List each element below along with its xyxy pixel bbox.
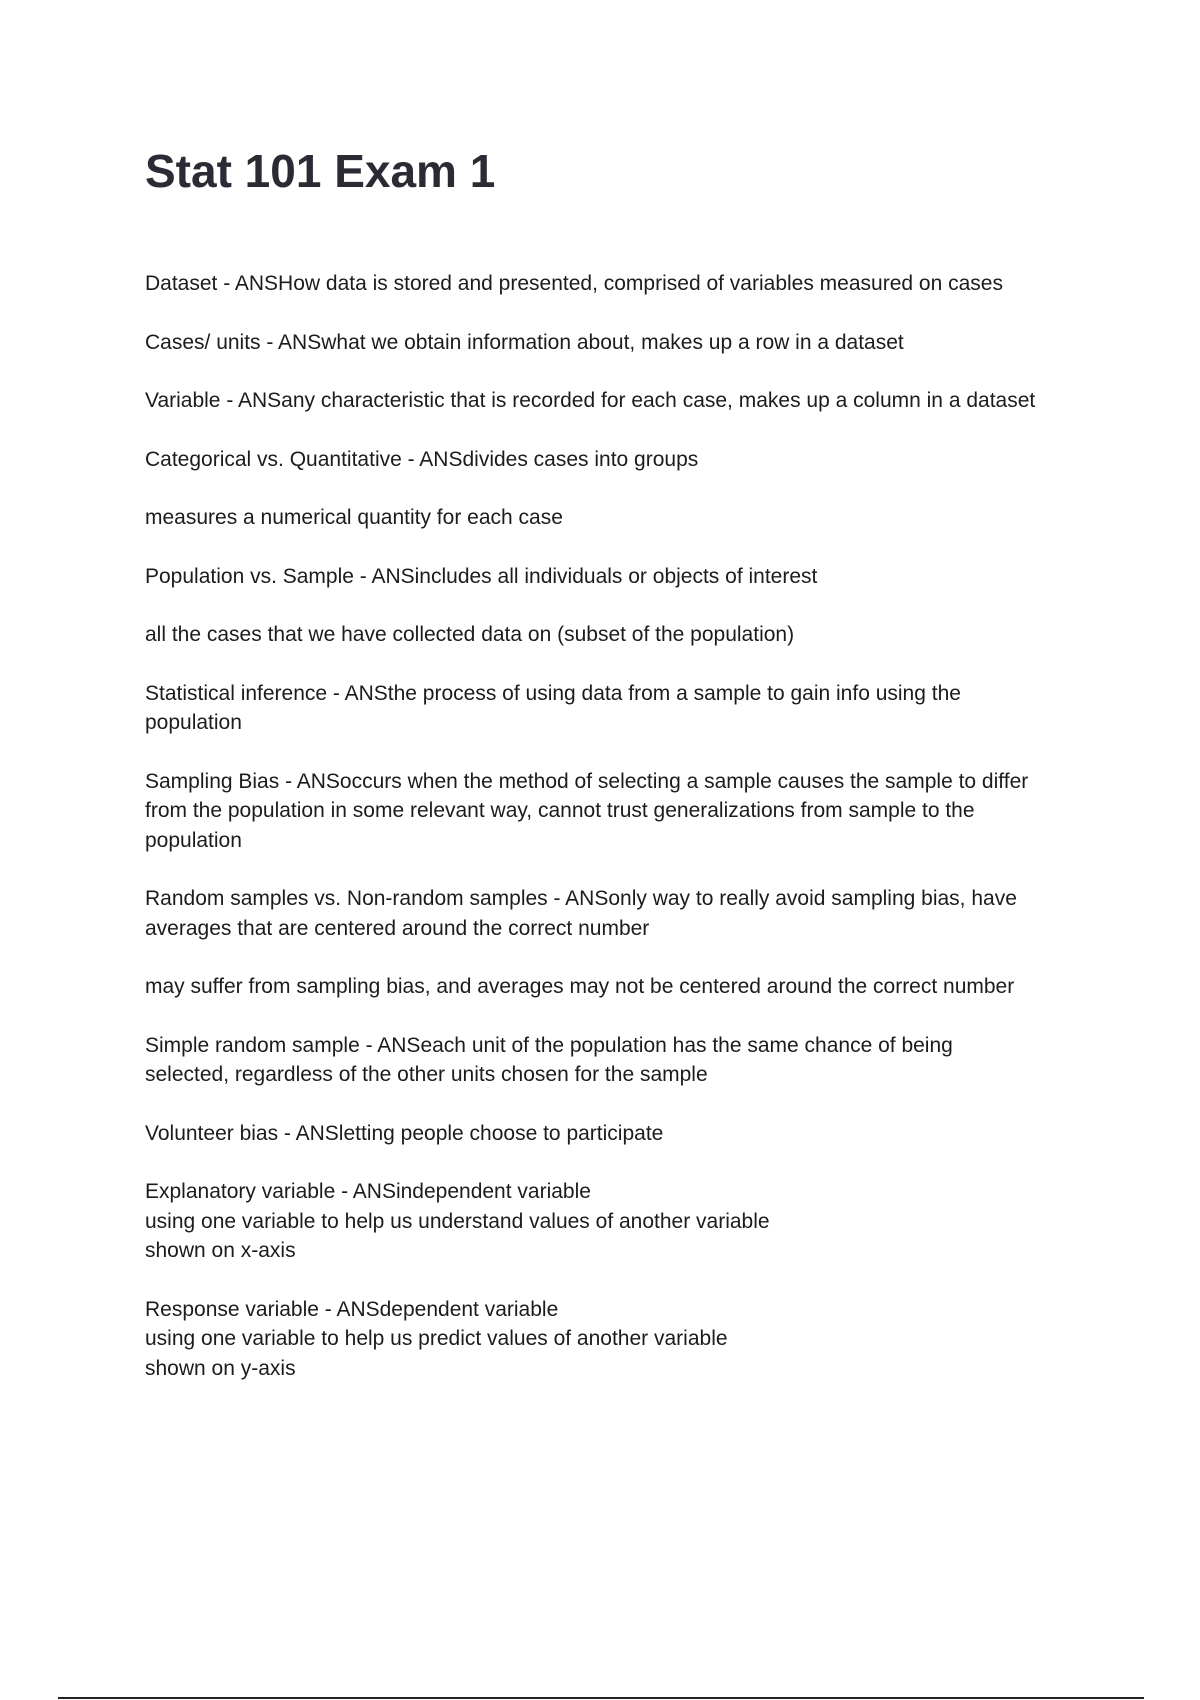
entry-line: shown on y-axis — [145, 1356, 296, 1380]
entry-line: Response variable - ANSdependent variable — [145, 1297, 559, 1321]
entry-line: Statistical inference - ANSthe process of using data from a sample to gain info using the — [145, 681, 961, 705]
entry-line: selected, regardless of the other units chosen for the sample — [145, 1063, 708, 1086]
entry-paragraph — [145, 562, 1105, 592]
entry-line: Explanatory variable - ANSindependent variable — [145, 1180, 591, 1203]
entry-line: Dataset - ANSHow data is stored and presented, comprised of variables measured on cases — [145, 272, 1003, 295]
entry-line: averages that are centered around the correct number — [145, 916, 650, 940]
entry-line: all the cases that we have collected data on (subset of the population) — [145, 623, 795, 646]
entry-line: Random samples vs. Non-random samples - ANSonly way to really avoid sampling bias, have — [145, 887, 1017, 910]
entry-paragraph — [145, 1031, 1105, 1090]
entry-paragraph — [145, 503, 1105, 533]
entry-line: Categorical vs. Quantitative - ANSdivides cases into groups — [145, 447, 699, 471]
entry-line: measures a numerical quantity for each case — [145, 506, 563, 529]
entry-line: using one variable to help us predict values of another variable — [145, 1327, 728, 1350]
entry-paragraph — [145, 884, 1105, 943]
entry-paragraph — [145, 1119, 1105, 1149]
entry-line: Cases/ units - ANSwhat we obtain information about, makes up a row in a dataset — [145, 330, 904, 354]
page-title: Stat 101 Exam 1 — [145, 145, 496, 197]
entry-line: Variable - ANSany characteristic that is recorded for each case, makes up a column in a dataset — [145, 389, 1036, 412]
entry-line: shown on x-axis — [145, 1239, 296, 1262]
footer-divider — [58, 1697, 1144, 1699]
entry-paragraph — [145, 445, 1105, 475]
entry-paragraph — [145, 386, 1105, 416]
entry-line: Simple random sample - ANSeach unit of the population has the same chance of being — [145, 1033, 953, 1057]
entry-line: Sampling Bias - ANSoccurs when the method of selecting a sample causes the sample to differ — [145, 769, 1029, 793]
entry-paragraph — [145, 1295, 1105, 1384]
entry-paragraph — [145, 269, 1105, 299]
entry-paragraph — [145, 1177, 1105, 1266]
entry-line: population — [145, 711, 242, 734]
entry-line: may suffer from sampling bias, and averages may not be centered around the correct number — [145, 975, 1015, 998]
entry-line: population — [145, 828, 242, 852]
entry-paragraph — [145, 620, 1105, 650]
entry-list — [145, 269, 1105, 1412]
entry-line: Population vs. Sample - ANSincludes all individuals or objects of interest — [145, 564, 818, 588]
entry-line: Volunteer bias - ANSletting people choose to participate — [145, 1121, 664, 1145]
entry-line: using one variable to help us understand values of another variable — [145, 1209, 770, 1233]
entry-paragraph — [145, 679, 1105, 738]
entry-line: from the population in some relevant way, cannot trust generalizations from sample to the — [145, 799, 975, 822]
entry-paragraph — [145, 972, 1105, 1002]
entry-paragraph — [145, 767, 1105, 856]
entry-paragraph — [145, 328, 1105, 358]
